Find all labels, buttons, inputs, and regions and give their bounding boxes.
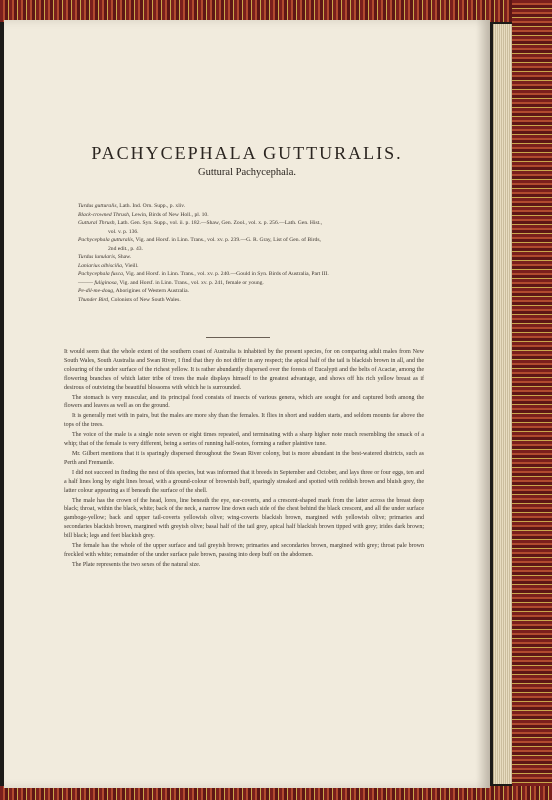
- synonym-entry: [78, 202, 428, 211]
- binding-top: [0, 0, 552, 22]
- body-paragraph: The female has the whole of the upper surface and tail greyish brown; primaries and secondaries brown, margined with grey; throat pale brown freckled with white; remainder of the under surface pale brown, passing into deep buff on the abdomen.: [64, 543, 424, 558]
- synonym-name: Laniarius albiscilia,: [78, 262, 124, 269]
- body-paragraph: The voice of the male is a single note seven or eight times repeated, and terminating with a sharp higher note much resembling the smack of a whip; that of the female is very different, being a series of running half-notes, forming a rather plaintive tune.: [64, 432, 424, 448]
- body-text: [64, 348, 424, 571]
- synonym-name: Thunder Bird,: [78, 296, 110, 303]
- synonym-reference: Lath. Gen. Syn. Supp., vol. ii. p. 182.—Shaw, Gen. Zool., vol. x. p. 256.—Lath. Gen. Hist.,: [115, 220, 323, 226]
- gutter-shadow: [476, 20, 490, 788]
- synonym-entry: [78, 296, 428, 305]
- body-paragraph: It is generally met with in pairs, but the males are more shy than the females. It flies in short and sudden starts, and seldom mounts far above the tops of the trees.: [64, 413, 424, 429]
- synonym-reference: Colonists of New South Wales.: [109, 296, 181, 303]
- page-edges: [493, 24, 512, 784]
- synonym-entry: [78, 228, 428, 237]
- body-paragraph: Mr. Gilbert mentions that it is sparingly dispersed throughout the Swan River colony, but is more abundant in the best-watered districts, such as Perth and Fremantle.: [64, 450, 424, 466]
- synonym-entry: [78, 236, 428, 245]
- body-paragraph: The stomach is very muscular, and its principal food consists of insects of various genera, which are sought for and captured both among the flowers and leaves as well as on the ground.: [64, 394, 424, 410]
- page-subtitle: Guttural Pachycephala.: [198, 167, 296, 178]
- synonym-reference: Vig. and Horsf. in Linn. Trans., vol. xv. p. 241, female or young.: [118, 279, 264, 286]
- section-rule: [206, 337, 270, 338]
- synonym-entry: [78, 287, 428, 296]
- synonym-entry: [78, 270, 428, 279]
- body-paragraph: I did not succeed in finding the nest of this species, but was informed that it breeds in September and October, and lays three or four eggs, ten and a half lines long by eight lines broad, with a ground-colour of brownish buff, sparingly streaked and spotted with reddish brown and bluish grey, the latter colour appearing as if beneath the surface of the shell.: [64, 469, 424, 494]
- synonym-entry: [78, 253, 428, 262]
- synonym-reference: Vig. and Horsf. in Linn. Trans., vol. xv. p. 239.—G. R. Gray, List of Gen. of Birds,: [134, 237, 321, 243]
- synonym-reference: Vieill.: [123, 262, 139, 269]
- binding-bottom: [0, 786, 552, 800]
- synonym-entry: [78, 279, 428, 288]
- synonym-reference: vol. v. p. 136.: [108, 228, 139, 235]
- synonym-entry: [78, 262, 428, 271]
- synonym-name: Turdus gutturalis,: [78, 203, 118, 209]
- synonym-reference: Shaw.: [116, 254, 132, 260]
- body-paragraph: The male has the crown of the head, lores, line beneath the eye, ear-coverts, and a crescent-shaped mark from the latter across the breast deep black; throat, within the black, white; back of the neck, a narrow line down each side of the chest behind the black crescent, and all the under surface gamboge-yellow; back and upper tail-coverts yellowish olive; wing-coverts blackish brown, margined with yellowish olive; primaries and secondaries blackish brown, margined with greyish olive; basal half of the tail grey, apical half blackish brown tipped with grey; irides dark brown; bill black; legs and feet blackish grey.: [64, 497, 424, 540]
- synonym-reference: Vig. and Horsf. in Linn. Trans., vol. xv. p. 240.—Gould in Syn. Birds of Australia, Part III.: [124, 271, 329, 277]
- synonym-name: Turdus lunularis,: [78, 254, 117, 260]
- synonym-entry: [78, 219, 428, 228]
- synonym-reference: 2nd edit., p. 43.: [108, 245, 143, 252]
- body-paragraph: The Plate represents the two sexes of the natural size.: [72, 561, 201, 568]
- synonym-reference: Aborigines of Western Australia.: [114, 288, 189, 294]
- body-paragraph: It would seem that the whole extent of the southern coast of Australia is inhabited by the present species, for on comparing adult males from New South Wales, South Australia and Swan River, I find that they do not differ in any respect; the apical half of the tail is blackish brown in all, and the colouring of the under surface of the richest yellow. It is rather abundantly dispersed over the forests of Eucalypti and the belts of Acaciæ, among the flowering branches of which latter tribe of trees the male displays himself to the greatest advantage, and shows off his rich yellow breast as if desirous of outvieing the beautiful blossoms with which he is surrounded.: [64, 349, 424, 391]
- synonym-entry: [78, 245, 428, 254]
- synonym-name: Pe-dil-me-doug,: [78, 288, 115, 294]
- page-title: PACHYCEPHALA GUTTURALIS.: [91, 143, 403, 163]
- synonym-name: ——— fuliginosa,: [78, 279, 119, 286]
- binding-right: [512, 0, 552, 800]
- synonym-name: Black-crowned Thrush,: [78, 211, 131, 218]
- synonym-reference: Lath. Ind. Orn. Supp., p. xliv.: [117, 203, 186, 209]
- synonym-name: Guttural Thrush,: [78, 220, 116, 226]
- synonym-entry: [78, 211, 428, 220]
- synonym-name: Pachycephala gutturalis,: [78, 237, 135, 243]
- synonymy-list: [78, 202, 428, 304]
- synonym-name: Pachycephala fusca,: [78, 271, 125, 277]
- book-page: [4, 20, 490, 788]
- synonym-reference: Lewin, Birds of New Holl., pl. 10.: [130, 211, 209, 218]
